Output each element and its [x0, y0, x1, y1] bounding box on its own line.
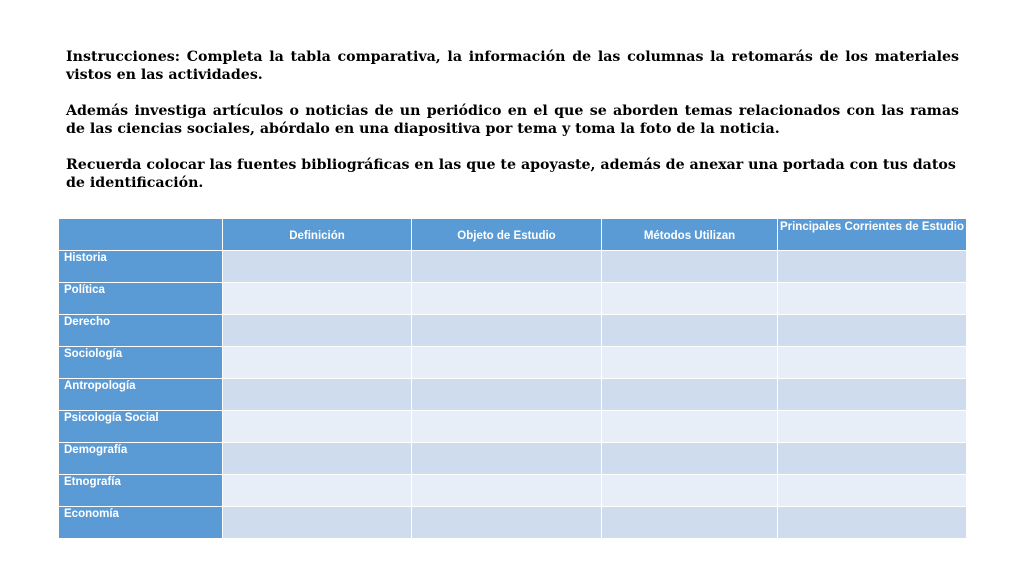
table-cell[interactable] [223, 315, 412, 347]
comparison-table [58, 218, 967, 539]
instructions-paragraph-1: Instrucciones: Completa la tabla comparativa, la información de las columnas la retomarás de los materiales vistos en las actividades. [66, 49, 959, 83]
table-cell[interactable] [602, 315, 778, 347]
table-cell[interactable] [223, 475, 412, 507]
table-cell[interactable] [778, 475, 967, 507]
table-row [59, 347, 967, 379]
table-cell[interactable] [778, 347, 967, 379]
table-cell[interactable] [412, 251, 602, 283]
table-cell[interactable] [778, 283, 967, 315]
table-cell[interactable] [223, 443, 412, 475]
table-row [59, 443, 967, 475]
row-label-demografia: Demografía [59, 443, 223, 475]
table-cell[interactable] [602, 475, 778, 507]
table-row [59, 315, 967, 347]
table-cell[interactable] [602, 411, 778, 443]
table-cell[interactable] [778, 507, 967, 539]
table-cell[interactable] [412, 475, 602, 507]
table-cell[interactable] [223, 411, 412, 443]
table-cell[interactable] [778, 315, 967, 347]
table-row [59, 411, 967, 443]
header-metodos-utilizan: Métodos Utilizan [602, 219, 778, 251]
row-label-politica: Política [59, 283, 223, 315]
table-cell[interactable] [223, 283, 412, 315]
table-cell[interactable] [602, 507, 778, 539]
table-row [59, 283, 967, 315]
header-principales-corrientes: Principales Corrientes de Estudio [778, 219, 967, 251]
instructions-paragraph-3: Recuerda colocar las fuentes bibliográficas en las que te apoyaste, además de anexar una portada con tus datos de identificación. [66, 157, 956, 191]
instructions-paragraph-2: Además investiga artículos o noticias de un periódico en el que se aborden temas relacionados con las ramas de las ciencias sociales, abórdalo en una diapositiva por tema y toma la foto de la noticia. [66, 103, 959, 137]
header-objeto-de-estudio: Objeto de Estudio [412, 219, 602, 251]
table-cell[interactable] [778, 251, 967, 283]
table-cell[interactable] [778, 379, 967, 411]
table-cell[interactable] [412, 347, 602, 379]
table-cell[interactable] [602, 379, 778, 411]
table-cell[interactable] [223, 251, 412, 283]
table-cell[interactable] [602, 251, 778, 283]
table-cell[interactable] [602, 283, 778, 315]
row-label-sociologia: Sociología [59, 347, 223, 379]
row-label-etnografia: Etnografía [59, 475, 223, 507]
table-row [59, 507, 967, 539]
table-cell[interactable] [412, 379, 602, 411]
table-cell[interactable] [602, 347, 778, 379]
instructions-block [66, 48, 959, 192]
table-cell[interactable] [223, 347, 412, 379]
table-cell[interactable] [223, 379, 412, 411]
table-cell[interactable] [778, 411, 967, 443]
row-label-antropologia: Antropología [59, 379, 223, 411]
header-definicion: Definición [223, 219, 412, 251]
table-cell[interactable] [602, 443, 778, 475]
row-label-historia: Historia [59, 251, 223, 283]
table-cell[interactable] [412, 507, 602, 539]
table-header-row [59, 219, 967, 251]
table-row [59, 379, 967, 411]
header-corner-cell [59, 219, 223, 251]
table-cell[interactable] [412, 283, 602, 315]
table-cell[interactable] [412, 443, 602, 475]
row-label-derecho: Derecho [59, 315, 223, 347]
table-cell[interactable] [412, 411, 602, 443]
row-label-economia: Economía [59, 507, 223, 539]
table-row [59, 475, 967, 507]
table-cell[interactable] [778, 443, 967, 475]
table-cell[interactable] [412, 315, 602, 347]
table-cell[interactable] [223, 507, 412, 539]
table-row [59, 251, 967, 283]
row-label-psicologia-social: Psicología Social [59, 411, 223, 443]
